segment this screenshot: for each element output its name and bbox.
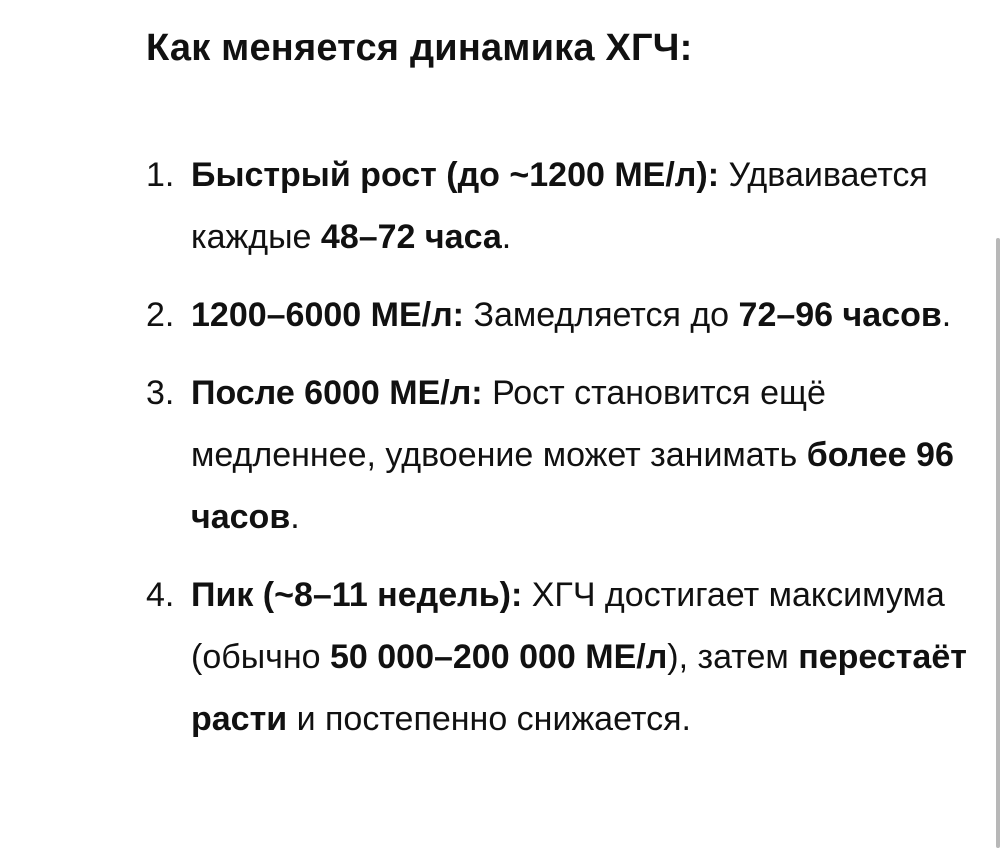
list-item-number: 3. (146, 374, 175, 412)
item-bold-text: перестаёт расти (191, 638, 967, 738)
item-bold-text: После 6000 МЕ/л: (191, 374, 483, 412)
item-text: Удваивается каждые (191, 156, 928, 256)
item-bold-text: 48–72 часа (320, 218, 502, 256)
item-text (191, 296, 951, 334)
vertical-scrollbar[interactable] (996, 238, 1000, 848)
list-item (146, 284, 976, 346)
list-item (146, 144, 976, 268)
list-item-number: 4. (146, 576, 175, 614)
list-item-number: 2. (146, 296, 175, 334)
item-text: Замедляется до (464, 296, 739, 334)
item-text (191, 576, 967, 738)
item-text: Рост становится ещё медленнее, удвоение может занимать (191, 374, 826, 474)
item-text (191, 374, 954, 536)
item-text (191, 156, 928, 256)
item-text: ХГЧ достигает максимума (обычно (191, 576, 945, 676)
item-bold-text: 50 000–200 000 МЕ/л (330, 638, 668, 676)
item-text: . (290, 498, 300, 536)
item-text: . (941, 296, 952, 334)
item-text: и постепенно снижается. (287, 700, 691, 738)
list-item (146, 362, 976, 548)
section-heading: Как меняется динамика ХГЧ: (146, 27, 693, 69)
article-content (146, 22, 976, 766)
list-item-number: 1. (146, 156, 175, 194)
hcg-dynamics-list (146, 144, 976, 750)
item-bold-text: более 96 часов (191, 436, 954, 536)
item-bold-text: 72–96 часов (738, 296, 942, 334)
item-bold-text: Пик (~8–11 недель): (191, 576, 523, 614)
item-bold-text: Быстрый рост (до ~1200 МЕ/л): (191, 156, 720, 194)
item-bold-text: 1200–6000 МЕ/л: (191, 296, 464, 334)
list-item (146, 564, 976, 750)
item-text: . (501, 218, 512, 256)
item-text: ), затем (667, 638, 799, 676)
